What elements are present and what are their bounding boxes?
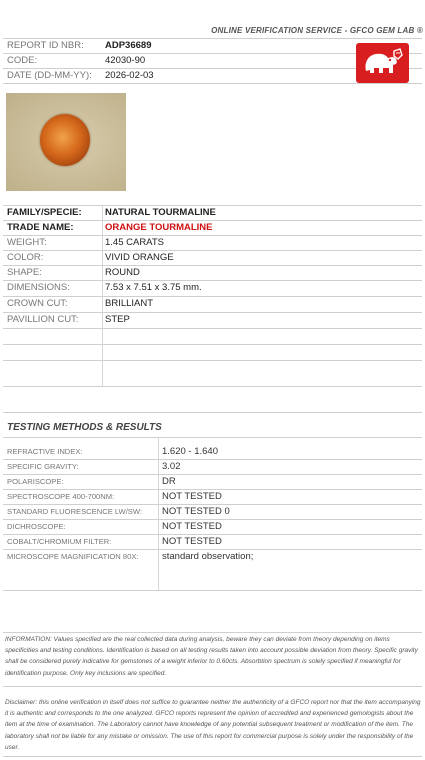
spectroscope-row [5, 489, 420, 504]
family-value: NATURAL TOURMALINE [105, 207, 216, 218]
pavillion-cut-label: PAVILLION CUT: [7, 314, 79, 325]
family-row [5, 205, 420, 220]
cobalt-filter-label: COBALT/CHROMIUM FILTER: [7, 537, 112, 546]
specific-gravity-value: 3.02 [162, 461, 181, 472]
color-label: COLOR: [7, 252, 44, 263]
weight-label: WEIGHT: [7, 237, 47, 248]
refractive-index-value: 1.620 - 1.640 [162, 446, 218, 457]
spectroscope-label: SPECTROSCOPE 400-700NM: [7, 492, 115, 501]
crown-cut-value: BRILLIANT [105, 298, 154, 309]
spectroscope-value: NOT TESTED [162, 491, 222, 502]
weight-row [5, 235, 420, 250]
crown-cut-label: CROWN CUT: [7, 298, 68, 309]
fluorescence-value: NOT TESTED 0 [162, 506, 230, 517]
date-label: DATE (DD-MM-YY): [7, 70, 92, 81]
dichroscope-row [5, 519, 420, 534]
elephant-icon [356, 43, 409, 83]
report-id-value: ADP36689 [105, 40, 152, 51]
cobalt-filter-row [5, 534, 420, 549]
refractive-index-label: REFRACTIVE INDEX: [7, 447, 83, 456]
microscope-row [5, 549, 420, 564]
shape-value: ROUND [105, 267, 140, 278]
information-text: INFORMATION: Values specified are the real collected data during analysis, beware they can deviate from theory depending on items specificities and testing conditions. Identification is based on all testing results taken into account possible deviation from theory. Specific gravity shall be considered purely indicative for gemstones of a weight inferior to 0.60cts. Absorbtion spectrum is solely specified if meaningful for identification purpose. Only key inclusions are specified. [5, 636, 418, 677]
fluorescence-row [5, 504, 420, 519]
polariscope-label: POLARISCOPE: [7, 477, 64, 486]
pavillion-cut-row [5, 312, 420, 327]
dimensions-label: DIMENSIONS: [7, 282, 70, 293]
disclaimer-text: Disclaimer: this online verification in itself does not suffice to guarantee neither the authenticity of a GFCO report nor that the item accompanying it is authentic and corresponds to the one analyzed. GFCO reports represent the opinion of accredited and experienced gemologists about the item at the time of examination. The Laboratory cannot have knowledge of any potential subsequent treatment or modification of the item. The laboratory shall not be liable for any mistake or omission. The use of this report for commercial purpose is solely under the responsibility of the user. [5, 699, 421, 751]
service-header: ONLINE VERIFICATION SERVICE - GFCO GEM LAB ® [211, 26, 423, 35]
cobalt-filter-value: NOT TESTED [162, 536, 222, 547]
polariscope-row [5, 474, 420, 489]
trade-label: TRADE NAME: [7, 222, 74, 233]
refractive-index-row [5, 444, 420, 459]
fluorescence-label: STANDARD FLUORESCENCE LW/SW: [7, 507, 143, 516]
dichroscope-value: NOT TESTED [162, 521, 222, 532]
weight-value: 1.45 CARATS [105, 237, 164, 248]
code-value: 42030-90 [105, 55, 146, 66]
trade-row [5, 220, 420, 235]
polariscope-value: DR [162, 476, 176, 487]
gfco-logo [356, 43, 409, 83]
report-id-label: REPORT ID NBR: [7, 40, 84, 51]
date-value: 2026-02-03 [105, 70, 154, 81]
specific-gravity-row [5, 459, 420, 474]
color-value: VIVID ORANGE [105, 252, 174, 263]
dimensions-row [5, 280, 420, 295]
gem-stone-image [40, 114, 90, 166]
testing-section-title: TESTING METHODS & RESULTS [7, 422, 162, 433]
pavillion-cut-value: STEP [105, 314, 130, 325]
family-label: FAMILY/SPECIE: [7, 207, 82, 218]
shape-row [5, 265, 420, 280]
trade-value: ORANGE TOURMALINE [105, 222, 213, 233]
specific-gravity-label: SPECIFIC GRAVITY: [7, 462, 79, 471]
crown-cut-row [5, 296, 420, 311]
microscope-label: MICROSCOPE MAGNIFICATION 80X: [7, 552, 139, 561]
microscope-value: standard observation; [162, 551, 254, 562]
color-row [5, 250, 420, 265]
dimensions-value: 7.53 x 7.51 x 3.75 mm. [105, 282, 202, 293]
shape-label: SHAPE: [7, 267, 42, 278]
dichroscope-label: DICHROSCOPE: [7, 522, 66, 531]
code-label: CODE: [7, 55, 38, 66]
gem-photo [6, 93, 126, 191]
